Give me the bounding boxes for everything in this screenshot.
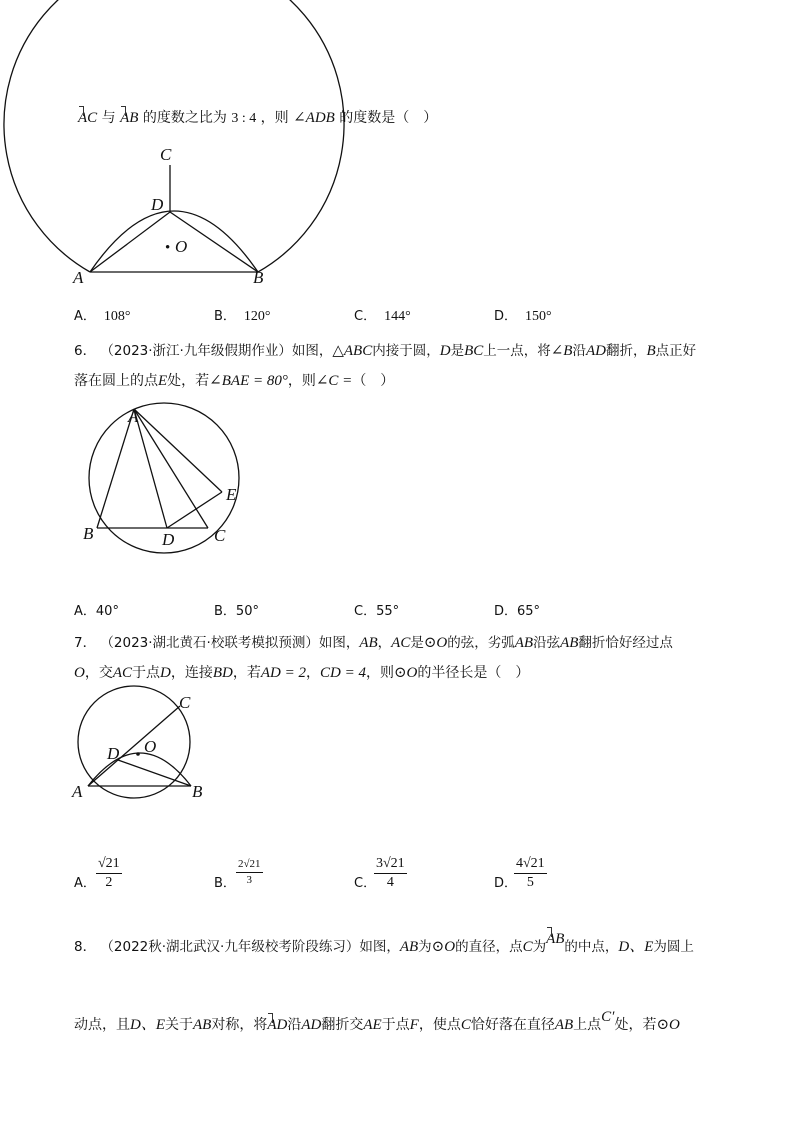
q6-triangle-abc: △ABC xyxy=(332,343,373,359)
q8-text: 恰好落在直径 xyxy=(470,1017,555,1033)
q8-points-de-2: D、E xyxy=(130,1017,165,1033)
q7-chord-ab-2: AB xyxy=(560,635,579,651)
option-value: 40° xyxy=(95,604,119,619)
q6-label-b: B xyxy=(83,524,94,543)
q7-option-a-fraction xyxy=(96,855,122,892)
q7-option-d-fraction xyxy=(514,855,547,892)
q7-source: （2023·湖北黄石·校联考模拟预测） xyxy=(100,635,319,651)
q8-stem-line2 xyxy=(74,1009,680,1035)
q8-text: 为 xyxy=(418,939,432,955)
q7-segment-bd: BD xyxy=(212,665,233,681)
q6-text: 处，若 xyxy=(167,373,210,389)
q5-label-a: A xyxy=(73,268,84,287)
q7-arc-ab: AB xyxy=(514,635,534,651)
q8-circle-o: ⊙O xyxy=(431,939,456,955)
q8-stem-line1 xyxy=(74,931,694,957)
q7-option-c-fraction xyxy=(374,855,407,892)
q7-circle xyxy=(78,686,190,798)
option-letter: C． xyxy=(354,309,377,324)
q7-text: ， xyxy=(305,665,320,681)
q5-label-d: D xyxy=(151,195,164,214)
q7-option-b-fraction xyxy=(236,857,263,888)
q8-diameter-ab-2: AB xyxy=(193,1017,212,1033)
q5-text-yu: 与 xyxy=(101,110,116,126)
q7-text: 的半径长是（ ） xyxy=(417,665,530,681)
q6-ask-angle-c: ∠C = xyxy=(315,373,353,389)
q7-chord-ac: AC xyxy=(391,635,411,651)
q7-text: ，连接 xyxy=(170,665,213,681)
q6-text: （ ） xyxy=(352,373,395,389)
q7-number: 7． xyxy=(74,635,97,651)
option-value: 120° xyxy=(243,309,271,324)
q8-source: （2022秋·湖北武汉·九年级校考阶段练习） xyxy=(100,939,360,955)
q6-text: 上一点，将 xyxy=(483,343,551,359)
q6-text: 内接于圆， xyxy=(372,343,440,359)
option-letter: A． xyxy=(74,604,96,619)
q7-label-c: C xyxy=(179,693,191,712)
q8-text: 对称，将 xyxy=(211,1017,268,1033)
q7-chord-ab: AB xyxy=(359,635,378,651)
q6-text: 是 xyxy=(450,343,465,359)
option-value: 65° xyxy=(517,604,541,619)
q8-point-c-prime: C′ xyxy=(601,1009,615,1025)
q8-diameter-ab-3: AB xyxy=(554,1017,574,1033)
q8-text: 处，若 xyxy=(614,1017,657,1033)
fraction-denominator: 3 xyxy=(246,874,253,886)
q5-label-b: B xyxy=(253,268,264,287)
q8-number: 8． xyxy=(74,939,97,955)
q7-label-b: B xyxy=(192,782,203,801)
fraction-denominator: 5 xyxy=(526,875,534,890)
q6-source: （2023·浙江·九年级假期作业） xyxy=(100,343,292,359)
option-value: 50° xyxy=(235,604,259,619)
q8-text: 如图， xyxy=(359,939,400,955)
q7-given-cd: CD = 4 xyxy=(319,665,366,681)
q7-option-a[interactable] xyxy=(74,874,96,894)
q8-text: 沿 xyxy=(287,1017,302,1033)
q8-arc-ab: AB xyxy=(546,931,565,947)
option-letter: B． xyxy=(214,876,236,891)
q6-text: 点正好 xyxy=(655,343,697,359)
q6-text: 翻折， xyxy=(605,343,647,359)
fraction-numerator: 4√21 xyxy=(514,855,547,874)
q8-text: ，使点 xyxy=(418,1017,461,1033)
q7-point-o: O xyxy=(74,665,85,681)
q7-chord-ac xyxy=(88,706,180,786)
q6-angle-b: ∠B xyxy=(550,343,573,359)
q7-option-c[interactable] xyxy=(354,874,376,894)
q7-circle-o: ⊙O xyxy=(423,635,448,651)
q7-label-o: O xyxy=(144,737,157,756)
q8-point-c-2: C xyxy=(460,1017,471,1033)
q7-given-ad: AD = 2 xyxy=(260,665,306,681)
q7-circle-o-2: ⊙O xyxy=(393,665,418,681)
q5-label-c: C xyxy=(160,145,172,164)
q5-center-dot: • xyxy=(165,240,171,256)
q6-label-a: A xyxy=(128,407,139,426)
q6-label-e: E xyxy=(226,485,237,504)
q7-text: ， xyxy=(377,635,392,651)
q7-label-a: A xyxy=(72,782,83,801)
q6-label-d: D xyxy=(162,530,175,549)
q7-point-d: D xyxy=(160,665,171,681)
q6-text: 落在圆上的点 xyxy=(74,373,158,389)
q8-text: 动点，且 xyxy=(74,1017,130,1033)
q8-text: 为 xyxy=(532,939,547,955)
q7-label-d: D xyxy=(107,744,120,763)
q6-text: ，则 xyxy=(287,373,316,389)
q7-text: ，交 xyxy=(84,665,113,681)
q8-points-de: D、E xyxy=(618,939,654,955)
q7-text: 是 xyxy=(410,635,424,651)
q7-text: 于点 xyxy=(132,665,161,681)
q8-text: 于点 xyxy=(381,1017,410,1033)
q7-text: 的弦，劣弧 xyxy=(447,635,515,651)
fraction-denominator: 4 xyxy=(386,875,394,890)
q8-text: 的直径，点 xyxy=(455,939,523,955)
q7-text: ，则 xyxy=(365,665,394,681)
q7-text: 沿弦 xyxy=(533,635,561,651)
option-letter: D． xyxy=(494,876,518,891)
q5-text-2: ，则 xyxy=(260,110,289,126)
option-value: 108° xyxy=(103,309,131,324)
fraction-denominator: 2 xyxy=(105,875,113,890)
q7-option-b[interactable] xyxy=(214,874,236,894)
q6-text: 沿 xyxy=(572,343,586,359)
arc-ac: AC xyxy=(78,110,98,126)
q6-point-d: D xyxy=(439,343,451,359)
q6-segment-bc: BC xyxy=(464,343,484,359)
q6-text: 如图， xyxy=(291,343,333,359)
option-value: 150° xyxy=(525,309,552,324)
q8-point-c: C xyxy=(522,939,533,955)
q5-text-1: 的度数之比为 xyxy=(142,110,227,126)
q6-label-c: C xyxy=(214,526,226,545)
option-letter: A． xyxy=(74,309,96,324)
q5-angle-adb: ∠ADB xyxy=(293,110,335,126)
q8-circle-o-2: ⊙O xyxy=(656,1017,680,1033)
q7-text: 如图， xyxy=(318,635,360,651)
q8-diameter-ab: AB xyxy=(399,939,419,955)
fraction-numerator: √21 xyxy=(96,855,122,874)
option-value: 144° xyxy=(384,309,411,324)
q8-text: 上点 xyxy=(573,1017,602,1033)
q7-text: 翻折恰好经过点 xyxy=(578,635,673,651)
q5-label-o: O xyxy=(175,237,188,256)
q7-center-point xyxy=(136,752,140,756)
option-letter: D． xyxy=(494,309,518,324)
q8-text: 关于 xyxy=(165,1017,193,1033)
option-value: 55° xyxy=(376,604,400,619)
option-letter: B． xyxy=(214,309,236,324)
q5-ratio: 3 : 4 xyxy=(231,111,257,126)
q8-point-f: F xyxy=(409,1017,419,1033)
q6-point-b: B xyxy=(646,343,656,359)
fraction-numerator: 2√21 xyxy=(236,857,263,873)
option-letter: A． xyxy=(74,876,96,891)
q8-chord-ad: AD xyxy=(301,1017,322,1033)
q6-number: 6． xyxy=(74,343,97,359)
q8-arc-ad: AD xyxy=(267,1017,288,1033)
option-letter: C． xyxy=(354,876,377,891)
fraction-numerator: 3√21 xyxy=(374,855,407,874)
q8-chord-ae: AE xyxy=(363,1017,382,1033)
q8-text: 为圆上 xyxy=(653,939,694,955)
q6-segment-ad: AD xyxy=(585,343,606,359)
option-letter: D． xyxy=(494,604,518,619)
option-letter: B． xyxy=(214,604,236,619)
arc-ab: AB xyxy=(120,110,139,126)
q6-point-e: E xyxy=(158,373,168,389)
q7-text: ，若 xyxy=(232,665,261,681)
option-letter: C． xyxy=(354,604,377,619)
q7-chord-ac-2: AC xyxy=(112,665,133,681)
q8-text: 的中点， xyxy=(564,939,619,955)
q6-condition: ∠BAE = 80° xyxy=(209,373,288,389)
q8-text: 翻折交 xyxy=(321,1017,364,1033)
q5-text-3: 的度数是（ ） xyxy=(339,110,438,126)
